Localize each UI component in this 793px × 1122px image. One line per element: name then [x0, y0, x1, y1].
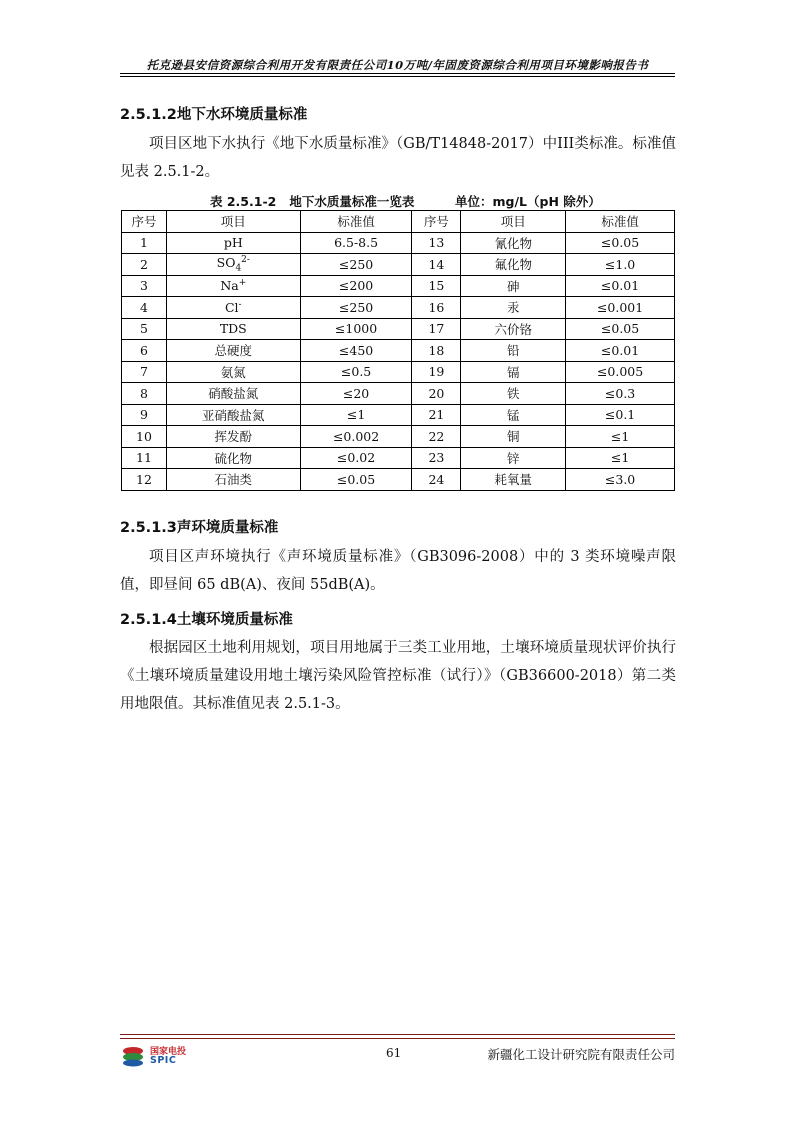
standard-value-cell: ≤0.05 [566, 232, 675, 254]
standard-value-cell: ≤0.5 [300, 361, 412, 383]
row-number-cell: 3 [122, 275, 167, 297]
standard-value-cell: ≤0.3 [566, 383, 675, 405]
standard-value-cell: ≤0.005 [566, 361, 675, 383]
row-number-cell: 8 [122, 383, 167, 405]
standard-value-cell: ≤0.001 [566, 297, 675, 319]
header-cell: 序号 [412, 211, 461, 233]
table-row [122, 404, 675, 426]
item-cell: 氨氮 [166, 361, 300, 383]
item-cell: $SO_4^{2-}$ [166, 254, 300, 276]
row-number-cell: 7 [122, 361, 167, 383]
paragraph-noise: 项目区声环境执行《声环境质量标准》（GB3096-2008）中的 3 类环境噪声限值，即昼间 65 dB(A)、夜间 55dB(A)。 [120, 549, 676, 593]
standard-value-cell: ≤0.02 [300, 447, 412, 469]
item-cell: 硝酸盐氮 [166, 383, 300, 405]
standard-value-cell: ≤1 [566, 426, 675, 448]
standard-value-cell: 6.5-8.5 [300, 232, 412, 254]
table-body [122, 232, 675, 490]
table-row [122, 232, 675, 254]
item-cell: 石油类 [166, 469, 300, 491]
paragraph-soil: 根据园区土地利用规划，项目用地属于三类工业用地，土壤环境质量现状评价执行《土壤环境质量建设用地土壤污染风险管控标准（试行）》（GB36600-2018）第二类用地限值。其标准值见表 2.5.1-3。 [120, 640, 676, 712]
table-row [122, 426, 675, 448]
table-row [122, 254, 675, 276]
footer-rule-thin [120, 1038, 675, 1039]
standard-value-cell: ≤1 [566, 447, 675, 469]
row-number-cell: 17 [412, 318, 461, 340]
table-caption-number: 表 2.5.1-2 [210, 194, 277, 209]
header-cell: 序号 [122, 211, 167, 233]
item-cell: Na+ [166, 275, 300, 297]
table-caption-title: 地下水质量标准一览表 [289, 194, 415, 209]
row-number-cell: 24 [412, 469, 461, 491]
standard-value-cell: ≤250 [300, 297, 412, 319]
standard-value-cell: ≤200 [300, 275, 412, 297]
standard-value-cell: ≤3.0 [566, 469, 675, 491]
superscript: - [238, 299, 242, 310]
row-number-cell: 9 [122, 404, 167, 426]
table-row [122, 318, 675, 340]
superscript: + [238, 278, 247, 289]
item-cell: 六价铬 [461, 318, 566, 340]
standard-value-cell: ≤1000 [300, 318, 412, 340]
row-number-cell: 5 [122, 318, 167, 340]
subscript: 4 [235, 263, 242, 274]
item-cell: 铜 [461, 426, 566, 448]
logo-text-cn: 国家电投 [150, 1047, 187, 1057]
row-number-cell: 4 [122, 297, 167, 319]
row-number-cell: 22 [412, 426, 461, 448]
footer-organization: 新疆化工设计研究院有限责任公司 [487, 1047, 675, 1062]
row-number-cell: 19 [412, 361, 461, 383]
item-cell: Cl- [166, 297, 300, 319]
table-row [122, 340, 675, 362]
header-rule-thin [120, 76, 675, 77]
section-heading-noise: 2.5.1.3声环境质量标准 [120, 520, 279, 536]
table-row [122, 275, 675, 297]
footer-rule [120, 1034, 675, 1035]
row-number-cell: 6 [122, 340, 167, 362]
header-rule [120, 73, 675, 74]
standard-value-cell: ≤250 [300, 254, 412, 276]
table-caption-unit: 单位：mg/L（pH 除外） [455, 194, 601, 209]
section-heading-groundwater: 2.5.1.2地下水环境质量标准 [120, 107, 308, 123]
logo-text-en: SPIC [150, 1055, 177, 1066]
standard-value-cell: ≤0.1 [566, 404, 675, 426]
item-cell: 铅 [461, 340, 566, 362]
table-header-row [122, 211, 675, 233]
standard-value-cell: ≤0.05 [566, 318, 675, 340]
row-number-cell: 13 [412, 232, 461, 254]
item-cell: TDS [166, 318, 300, 340]
item-cell: 耗氧量 [461, 469, 566, 491]
row-number-cell: 2 [122, 254, 167, 276]
standard-value-cell: ≤0.01 [566, 340, 675, 362]
row-number-cell: 12 [122, 469, 167, 491]
standard-value-cell: ≤450 [300, 340, 412, 362]
item-cell: 氰化物 [461, 232, 566, 254]
item-cell: pH [166, 232, 300, 254]
row-number-cell: 16 [412, 297, 461, 319]
header-cell: 标准值 [566, 211, 675, 233]
item-cell: 铁 [461, 383, 566, 405]
section-heading-soil: 2.5.1.4土壤环境质量标准 [120, 612, 293, 628]
table-row [122, 447, 675, 469]
page-header-title: 托克逊县安信资源综合利用开发有限责任公司10万吨/年固废资源综合利用项目环境影响报告书 [146, 58, 649, 72]
row-number-cell: 14 [412, 254, 461, 276]
header-cell: 标准值 [300, 211, 412, 233]
standard-value-cell: ≤1 [300, 404, 412, 426]
standard-value-cell: ≤20 [300, 383, 412, 405]
row-number-cell: 21 [412, 404, 461, 426]
header-cell: 项目 [166, 211, 300, 233]
item-cell: 锌 [461, 447, 566, 469]
item-cell: 硫化物 [166, 447, 300, 469]
table-row [122, 361, 675, 383]
row-number-cell: 20 [412, 383, 461, 405]
standard-value-cell: ≤1.0 [566, 254, 675, 276]
standard-value-cell: ≤0.01 [566, 275, 675, 297]
groundwater-standard-table [121, 210, 675, 491]
row-number-cell: 18 [412, 340, 461, 362]
item-cell: 挥发酚 [166, 426, 300, 448]
item-cell: 亚硝酸盐氮 [166, 404, 300, 426]
row-number-cell: 10 [122, 426, 167, 448]
item-cell: 镉 [461, 361, 566, 383]
standard-value-cell: ≤0.002 [300, 426, 412, 448]
paragraph-groundwater: 项目区地下水执行《地下水质量标准》（GB/T14848-2017）中III类标准。标准值见表 2.5.1-2。 [120, 136, 676, 180]
item-cell: 氟化物 [461, 254, 566, 276]
item-cell: 砷 [461, 275, 566, 297]
item-cell: 汞 [461, 297, 566, 319]
header-cell: 项目 [461, 211, 566, 233]
table-row [122, 297, 675, 319]
row-number-cell: 15 [412, 275, 461, 297]
table-row [122, 469, 675, 491]
page-number: 61 [386, 1046, 402, 1060]
row-number-cell: 1 [122, 232, 167, 254]
item-cell: 总硬度 [166, 340, 300, 362]
item-cell: 锰 [461, 404, 566, 426]
standard-value-cell: ≤0.05 [300, 469, 412, 491]
row-number-cell: 23 [412, 447, 461, 469]
table-row [122, 383, 675, 405]
superscript: 2- [241, 254, 250, 265]
row-number-cell: 11 [122, 447, 167, 469]
